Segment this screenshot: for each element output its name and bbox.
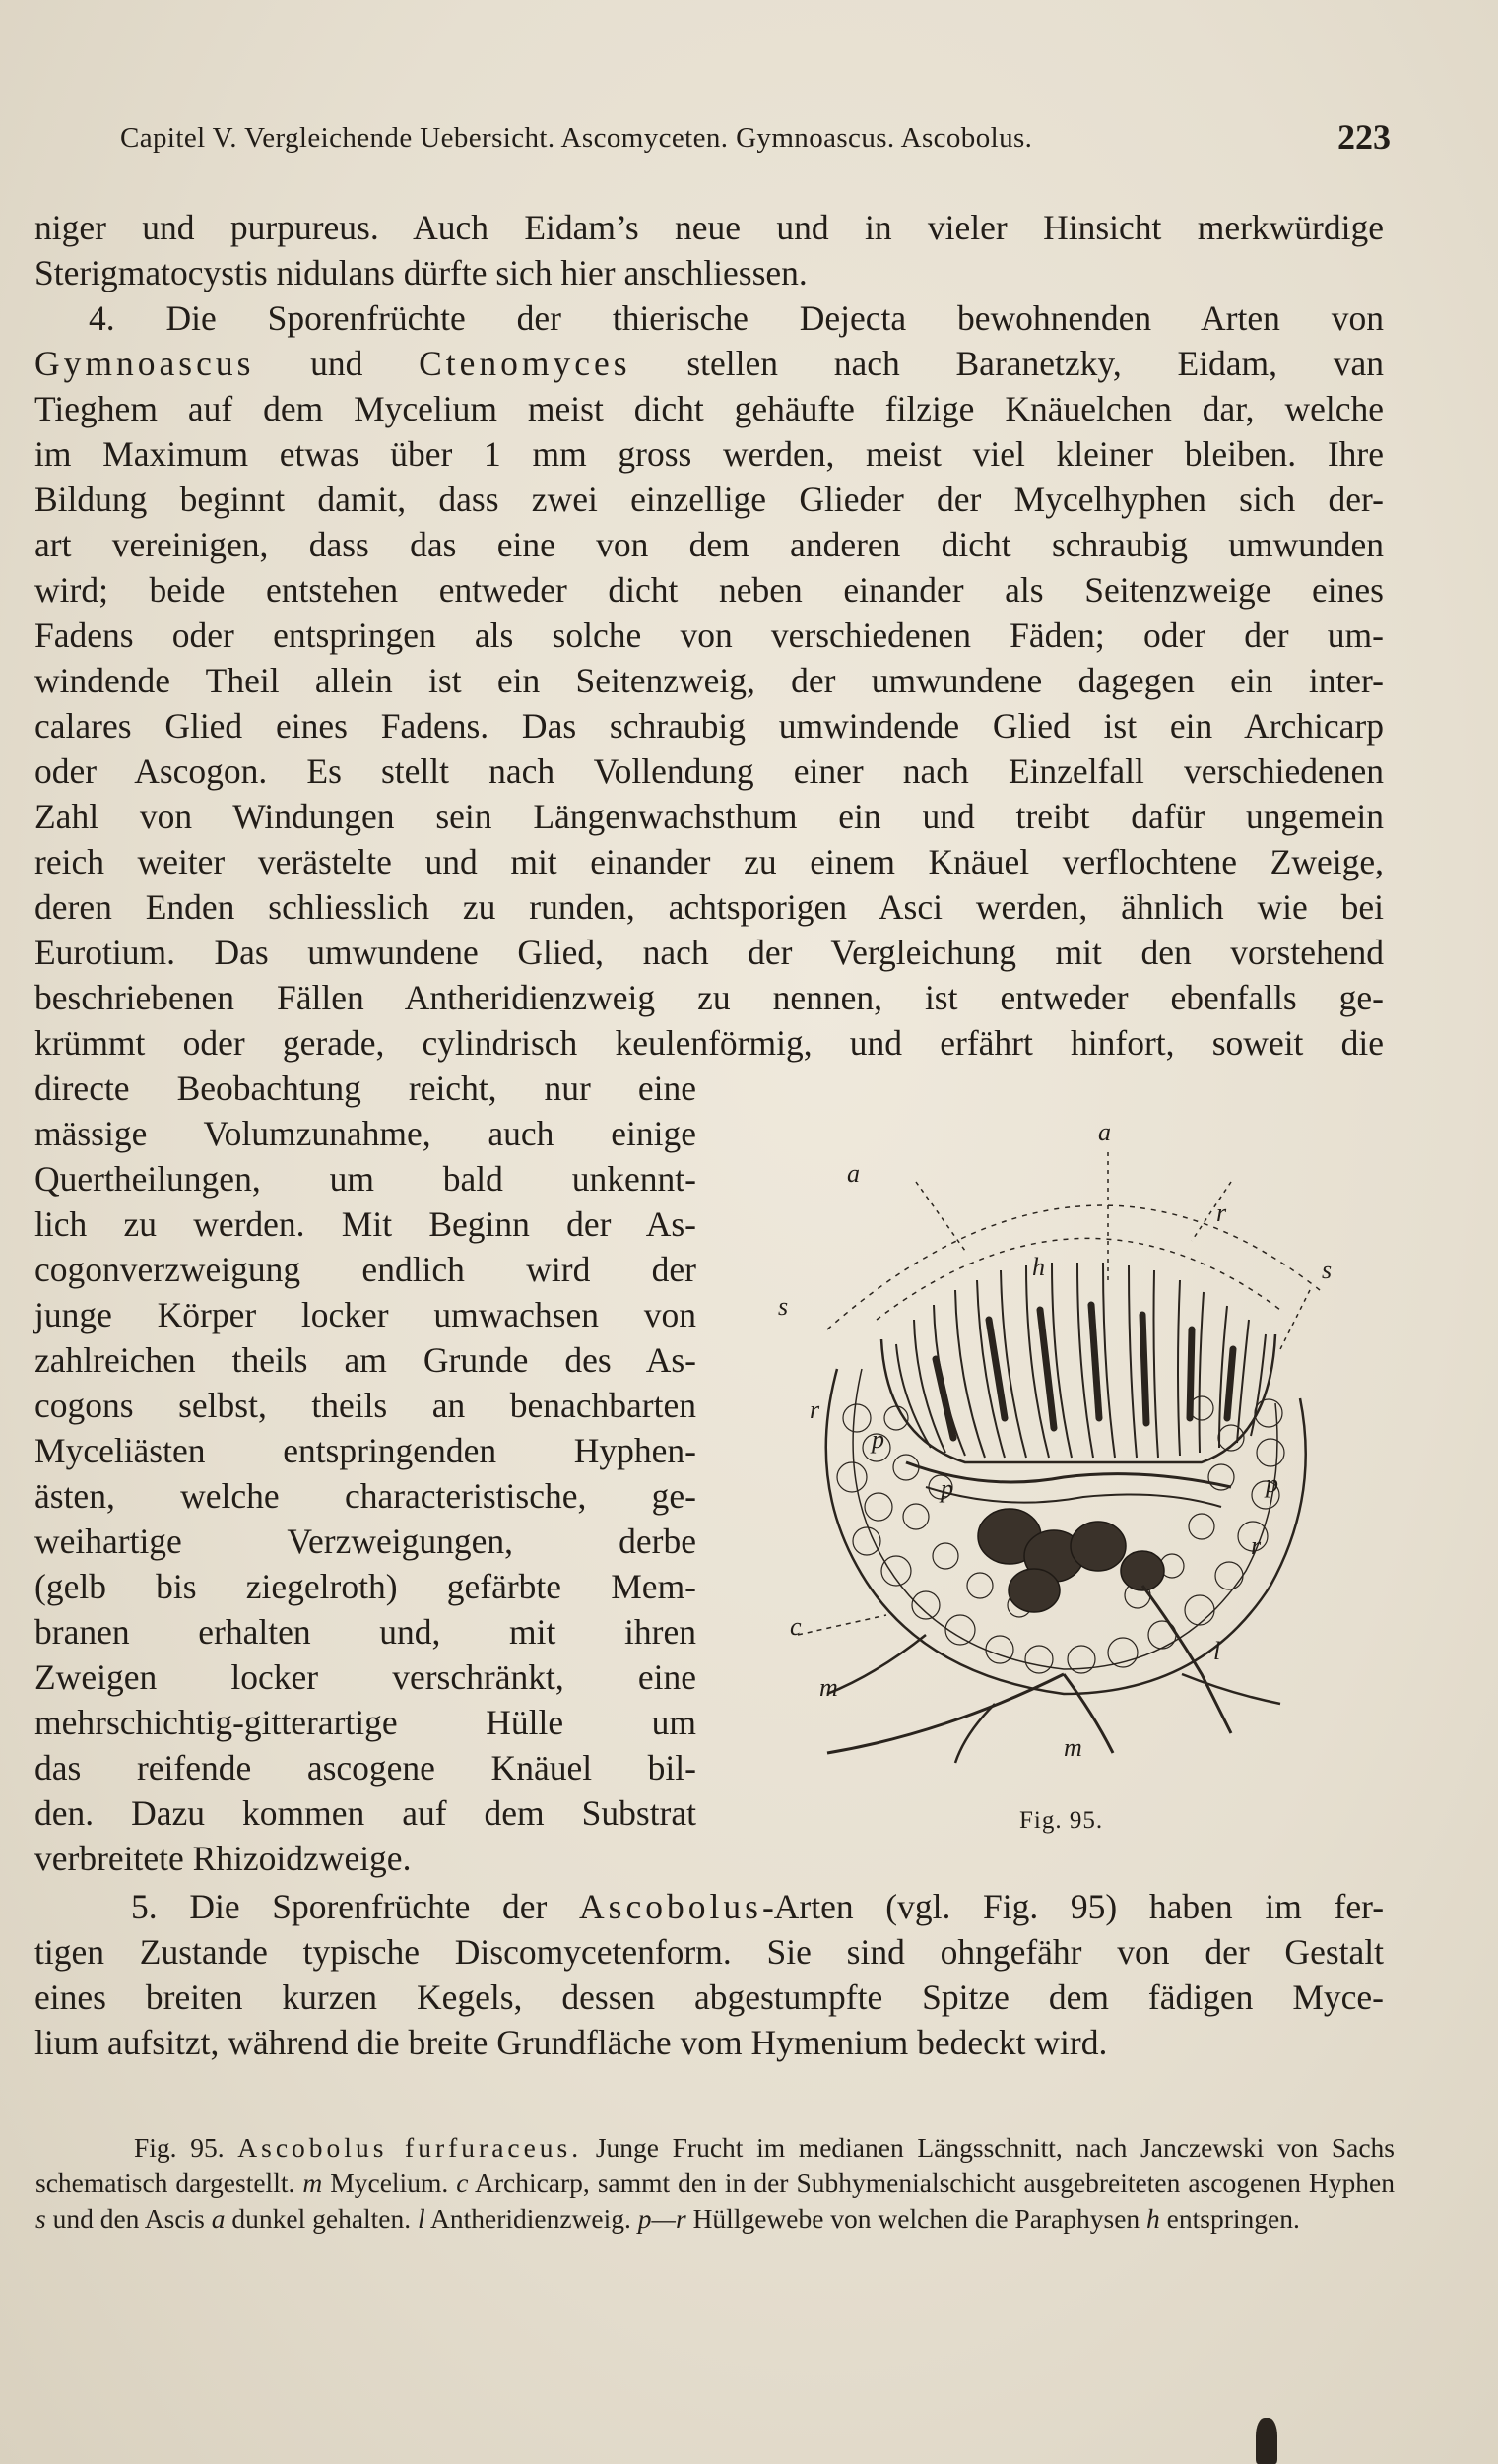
text-line: Fadens oder entspringen als solche von verschiedenen Fäden; oder der um- <box>34 616 1384 655</box>
text-line: lium aufsitzt, während die breite Grundfläche vom Hymenium bedeckt wird. <box>34 2023 1108 2062</box>
figure-labels <box>778 1123 1332 1762</box>
text-line: Zweigen locker verschränkt, eine <box>34 1657 696 1697</box>
caption-symbol: p—r <box>637 2203 686 2234</box>
paragraph-number: 5. <box>131 1887 158 1926</box>
label-m-bottom: m <box>1064 1733 1082 1762</box>
paragraph-4-narrow-column <box>34 1066 696 1881</box>
figure-caption-short: Fig. 95. <box>1019 1807 1104 1834</box>
text-line: weihartige Verzweigungen, derbe <box>34 1522 696 1561</box>
paragraph-4-second-line <box>34 341 1384 386</box>
label-l: l <box>1213 1637 1221 1665</box>
label-a-top: a <box>1098 1123 1111 1146</box>
text-line: zahlreichen theils am Grunde des As- <box>34 1340 696 1380</box>
caption-text: Hüllgewebe von welchen die Paraphysen <box>692 2203 1140 2234</box>
text-span: -Arten (vgl. Fig. 95) haben im fer- <box>761 1887 1385 1926</box>
label-s-right: s <box>1322 1256 1333 1284</box>
text-line: oder Ascogon. Es stellt nach Vollendung einer nach Einzelfall verschiedenen <box>34 751 1384 791</box>
text-line: verbreitete Rhizoidzweige. <box>34 1839 412 1878</box>
text-line: branen erhalten und, mit ihren <box>34 1612 696 1652</box>
text-line: art vereinigen, dass das eine von dem anderen dicht schraubig umwunden <box>34 525 1384 564</box>
running-header <box>120 116 1391 163</box>
caption-prefix: Fig. 95. <box>134 2132 225 2163</box>
text-line: directe Beobachtung reicht, nur eine <box>34 1069 696 1108</box>
text-line: tigen Zustande typische Discomycetenform. Sie sind ohngefähr von der Gestalt <box>34 1932 1384 1972</box>
caption-text: Antheridienzweig. <box>430 2203 631 2234</box>
paragraph-continuation <box>34 205 1384 295</box>
paragraph-5 <box>34 1884 1384 2065</box>
ascobolus-section-drawing <box>768 1123 1399 1773</box>
text-line: Myceliästen entspringenden Hyphen- <box>34 1431 696 1470</box>
caption-symbol: l <box>418 2203 425 2234</box>
text-line: Tieghem auf dem Mycelium meist dicht gehäufte filzige Knäuelchen dar, welche <box>34 389 1384 428</box>
text-line: Quertheilungen, um bald unkennt- <box>34 1159 696 1199</box>
text-line: beschriebenen Fällen Antheridienzweig zu nennen, ist entweder ebenfalls ge- <box>34 978 1384 1017</box>
text-line: lich zu werden. Mit Beginn der As- <box>34 1204 696 1244</box>
label-p-left: p <box>872 1425 884 1454</box>
genus-name: Ascobolus <box>579 1887 762 1926</box>
caption-text: entspringen. <box>1166 2203 1300 2234</box>
label-r-right: r <box>1251 1531 1262 1560</box>
label-r-left: r <box>810 1395 820 1424</box>
text-line: Eurotium. Das umwundene Glied, nach der Vergleichung mit den vorstehend <box>34 933 1384 972</box>
caption-symbol: c <box>456 2168 469 2198</box>
text-line: niger und purpureus. Auch Eidam’s neue und in vieler Hinsicht merkwürdige <box>34 208 1384 247</box>
text-line: cogonverzweigung endlich wird der <box>34 1250 696 1289</box>
caption-text: Archicarp, sammt den in der Subhymenialschicht ausgebreiteten ascogenen Hyphen <box>474 2168 1395 2198</box>
paragraph-4 <box>34 295 1384 1066</box>
ink-blot <box>1256 2418 1277 2464</box>
label-r-top: r <box>1216 1199 1227 1227</box>
label-s-left: s <box>778 1292 789 1321</box>
text-line: Zahl von Windungen sein Längenwachsthum ein und treibt dafür ungemein <box>34 797 1384 836</box>
text-span: und <box>310 344 363 383</box>
caption-symbol: s <box>35 2203 46 2234</box>
label-p-mid: p <box>941 1474 953 1503</box>
text-line: krümmt oder gerade, cylindrisch keulenförmig, und erfährt hinfort, soweit die <box>34 1023 1384 1063</box>
caption-species: Ascobolus furfuraceus. <box>237 2132 583 2163</box>
text-line: im Maximum etwas über 1 mm gross werden, meist viel kleiner bleiben. Ihre <box>34 434 1384 474</box>
text-line: eines breiten kurzen Kegels, dessen abgestumpfte Spitze dem fädigen Myce- <box>34 1978 1384 2017</box>
label-m-left: m <box>819 1673 838 1702</box>
paragraph-number: 4. <box>89 298 115 338</box>
text-line: windende Theil allein ist ein Seitenzweig, der umwundene dagegen ein inter- <box>34 661 1384 700</box>
text-line: mässige Volumzunahme, auch einige <box>34 1114 696 1153</box>
text-line: junge Körper locker umwachsen von <box>34 1295 696 1334</box>
page-number: 223 <box>1337 117 1391 157</box>
text-line: Sterigmatocystis nidulans dürfte sich hier anschliessen. <box>34 253 808 292</box>
paragraph-4-first-line <box>34 295 1384 341</box>
text-line: (gelb bis ziegelroth) gefärbte Mem- <box>34 1567 696 1606</box>
label-a-left: a <box>847 1159 860 1188</box>
caption-text: Junge Frucht im medianen Längsschnitt, nach Janczewski von Sachs schematisch dargestellt. <box>35 2132 1396 2198</box>
running-title: Capitel V. Vergleichende Uebersicht. Ascomyceten. Gymnoascus. Ascobolus. <box>120 122 1033 154</box>
text-line: Bildung beginnt damit, dass zwei einzellige Glieder der Mycelhyphen sich der- <box>34 480 1384 519</box>
caption-symbol: h <box>1146 2203 1160 2234</box>
genus-name: Ctenomyces <box>419 344 631 383</box>
text-span: stellen nach Baranetzky, Eidam, van <box>686 344 1384 383</box>
text-line: cogons selbst, theils an benachbarten <box>34 1386 696 1425</box>
figure-95-illustration <box>768 1123 1399 1773</box>
text-line: wird; beide entstehen entweder dicht neben einander als Seitenzweige eines <box>34 570 1384 610</box>
text-line: mehrschichtig-gitterartige Hülle um <box>34 1703 696 1742</box>
text-line: das reifende ascogene Knäuel bil- <box>34 1748 696 1787</box>
caption-text: dunkel gehalten. <box>231 2203 412 2234</box>
text-line: reich weiter verästelte und mit einander zu einem Knäuel verflochtene Zweige, <box>34 842 1384 881</box>
caption-symbol: m <box>302 2168 323 2198</box>
label-p-right: p <box>1266 1469 1278 1498</box>
text-line: den. Dazu kommen auf dem Substrat <box>34 1793 696 1833</box>
paragraph-5-first-line <box>34 1884 1384 1929</box>
text-span: Die Sporenfrüchte der <box>189 1887 548 1926</box>
genus-name: Gymnoascus <box>34 344 255 383</box>
caption-text: Mycelium. <box>330 2168 449 2198</box>
label-c: c <box>790 1612 802 1641</box>
text-line: calares Glied eines Fadens. Das schraubig umwindende Glied ist ein Archicarp <box>34 706 1384 746</box>
text-line: ästen, welche characteristische, ge- <box>34 1476 696 1516</box>
label-h: h <box>1032 1253 1045 1281</box>
text-line: deren Enden schliesslich zu runden, achtsporigen Asci werden, ähnlich wie bei <box>34 887 1384 927</box>
caption-symbol: a <box>211 2203 226 2234</box>
caption-text: und den Ascis <box>52 2203 205 2234</box>
text-span: Die Sporenfrüchte der thierische Dejecta bewohnenden Arten von <box>165 298 1385 338</box>
figure-95-caption <box>35 2130 1395 2237</box>
